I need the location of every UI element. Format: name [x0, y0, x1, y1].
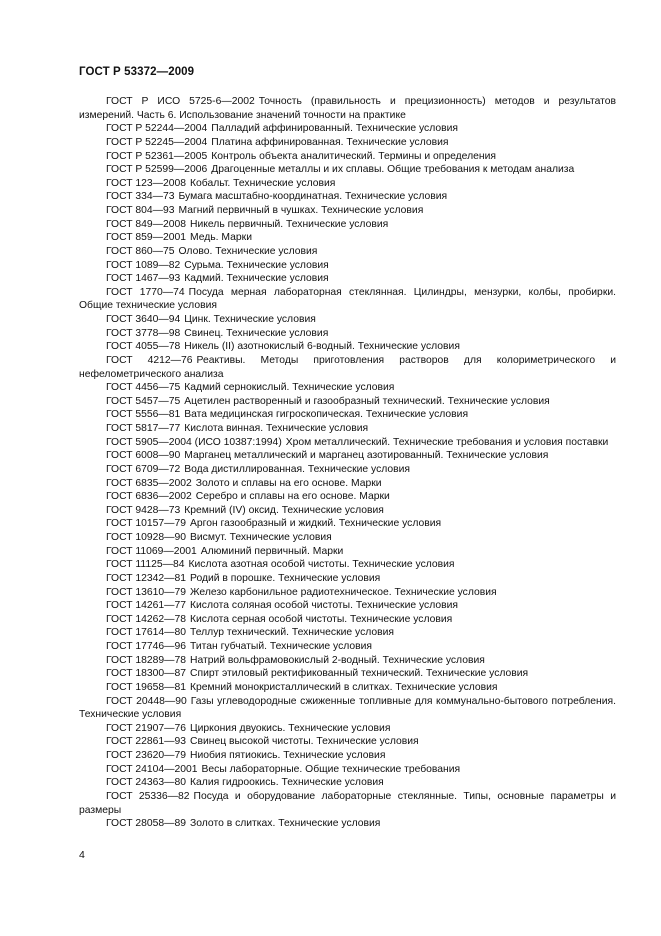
- reference-title: Медь. Марки: [190, 232, 252, 244]
- reference-code: ГОСТ 1089—82: [106, 259, 181, 271]
- reference-title: Хром металлический. Технические требования и условия поставки: [285, 436, 609, 448]
- reference-code: ГОСТ 6836—2002: [106, 491, 192, 503]
- reference-item: [79, 654, 616, 668]
- reference-code: ГОСТ 22861—93: [106, 736, 186, 748]
- reference-code: ГОСТ 4055—78: [106, 341, 181, 353]
- reference-code: ГОСТ 804—93: [106, 205, 175, 216]
- reference-code: ГОСТ 3778—98: [106, 327, 181, 339]
- reference-code: ГОСТ 13610—79: [106, 586, 186, 598]
- reference-code: ГОСТ 10928—90: [106, 532, 186, 543]
- reference-code: ГОСТ 14262—78: [106, 613, 186, 625]
- reference-title: Посуда мерная лабораторная стеклянная. Цилиндры, мензурки, колбы, пробирки. Общие технические условия: [79, 286, 616, 312]
- reference-title: Кислота азотная особой чистоты. Технические условия: [188, 559, 455, 571]
- reference-item: [79, 340, 616, 354]
- reference-code: ГОСТ 20448—90: [106, 695, 187, 707]
- reference-item: [79, 763, 616, 777]
- reference-code: ГОСТ 860—75: [106, 245, 175, 257]
- reference-code: ГОСТ 10157—79: [106, 518, 186, 530]
- reference-code: ГОСТ 14261—77: [106, 600, 186, 612]
- reference-code: ГОСТ 11069—2001: [106, 545, 197, 557]
- reference-title: Свинец. Технические условия: [184, 327, 329, 339]
- reference-code: ГОСТ 19658—81: [106, 681, 186, 693]
- reference-title: Вода дистиллированная. Технические условия: [184, 463, 411, 475]
- page-number: 4: [79, 849, 85, 861]
- reference-code: ГОСТ 849—2008: [106, 218, 186, 230]
- reference-item: [79, 449, 616, 463]
- reference-title: Марганец металлический и марганец азотированный. Технические условия: [184, 450, 549, 462]
- reference-item: [79, 231, 616, 245]
- reference-item: [79, 259, 616, 273]
- document-number-header: ГОСТ Р 53372—2009: [79, 66, 195, 78]
- reference-code: ГОСТ 859—2001: [106, 232, 186, 244]
- reference-item: [79, 204, 616, 218]
- reference-code: ГОСТ 23620—79: [106, 750, 186, 761]
- reference-item: [79, 695, 616, 722]
- reference-code: ГОСТ Р 52599—2006: [106, 164, 208, 176]
- reference-item: [79, 749, 616, 763]
- reference-item: [79, 327, 616, 341]
- reference-code: ГОСТ 24363—80: [106, 777, 186, 789]
- reference-code: ГОСТ 5556—81: [106, 409, 181, 421]
- reference-title: Платина аффинированная. Технические условия: [211, 136, 449, 148]
- reference-item: [79, 722, 616, 736]
- reference-item: [79, 790, 616, 817]
- reference-title: Серебро и сплавы на его основе. Марки: [195, 491, 390, 503]
- reference-title: Аргон газообразный и жидкий. Технические условия: [190, 518, 442, 530]
- reference-title: Драгоценные металлы и их сплавы. Общие требования к методам анализа: [211, 164, 575, 176]
- reference-item: [79, 490, 616, 504]
- reference-title: Палладий аффинированный. Технические условия: [211, 123, 458, 135]
- reference-title: Спирт этиловый ректификованный технический. Технические условия: [190, 668, 529, 680]
- reference-code: ГОСТ 334—73: [106, 191, 175, 203]
- reference-title: Бумага масштабно-координатная. Технические условия: [178, 191, 448, 203]
- reference-title: Весы лабораторные. Общие технические требования: [201, 763, 461, 775]
- reference-code: ГОСТ 25336—82: [106, 790, 190, 802]
- reference-code: ГОСТ 11125—84: [106, 559, 185, 571]
- reference-code: ГОСТ Р 52244—2004: [106, 123, 208, 135]
- reference-item: [79, 817, 616, 831]
- reference-title: Кремний (IV) оксид. Технические условия: [184, 504, 384, 516]
- reference-title: Кобальт. Технические условия: [190, 177, 336, 189]
- reference-item: [79, 122, 616, 136]
- reference-code: ГОСТ 6835—2002: [106, 477, 192, 489]
- reference-code: ГОСТ 6008—90: [106, 450, 181, 462]
- reference-item: [79, 477, 616, 491]
- reference-title: Золото в слитках. Технические условия: [190, 818, 381, 830]
- reference-title: Кадмий сернокислый. Технические условия: [184, 382, 395, 394]
- reference-item: [79, 572, 616, 586]
- reference-title: Теллур технический. Технические условия: [190, 627, 395, 639]
- reference-code: ГОСТ 5905—2004 (ИСО 10387:1994): [106, 436, 282, 448]
- reference-title: Кислота винная. Технические условия: [184, 423, 369, 434]
- reference-item: [79, 313, 616, 327]
- reference-item: [79, 286, 616, 313]
- reference-item: [79, 531, 616, 545]
- reference-title: Кислота серная особой чистоты. Технические условия: [190, 613, 453, 625]
- reference-item: [79, 504, 616, 518]
- reference-item: [79, 272, 616, 286]
- reference-code: ГОСТ 4212—76: [106, 354, 193, 366]
- normative-references-list: [79, 95, 616, 831]
- reference-title: Реактивы. Методы приготовления растворов для колориметрического и нефелометрического анализа: [79, 354, 616, 380]
- reference-title: Кислота соляная особой чистоты. Технические условия: [190, 600, 458, 612]
- reference-item: [79, 245, 616, 259]
- reference-title: Золото и сплавы на его основе. Марки: [195, 477, 382, 489]
- reference-item: [79, 613, 616, 627]
- reference-title: Циркония двуокись. Технические условия: [190, 722, 391, 734]
- reference-title: Титан губчатый. Технические условия: [190, 641, 373, 652]
- reference-title: Сурьма. Технические условия: [184, 259, 329, 271]
- reference-item: [79, 640, 616, 654]
- reference-title: Цинк. Технические условия: [184, 314, 316, 325]
- reference-item: [79, 681, 616, 695]
- reference-code: ГОСТ Р 52361—2005: [106, 150, 208, 162]
- reference-item: [79, 218, 616, 232]
- reference-code: ГОСТ 21907—76: [106, 722, 186, 734]
- reference-code: ГОСТ 123—2008: [106, 177, 186, 189]
- reference-code: ГОСТ 17614—80: [106, 627, 186, 639]
- reference-code: ГОСТ 3640—94: [106, 314, 181, 325]
- reference-code: ГОСТ 12342—81: [106, 572, 186, 584]
- reference-title: Магний первичный в чушках. Технические условия: [178, 205, 424, 216]
- reference-title: Кремний монокристаллический в слитках. Технические условия: [190, 681, 498, 693]
- reference-code: ГОСТ 28058—89: [106, 818, 186, 830]
- reference-title: Контроль объекта аналитический. Термины и определения: [211, 150, 496, 162]
- reference-item: [79, 395, 616, 409]
- reference-item: [79, 558, 616, 572]
- reference-item: [79, 667, 616, 681]
- reference-code: ГОСТ 9428—73: [106, 504, 181, 516]
- reference-item: [79, 422, 616, 436]
- reference-item: [79, 95, 616, 122]
- reference-item: [79, 190, 616, 204]
- reference-title: Свинец высокой чистоты. Технические условия: [190, 736, 419, 748]
- reference-title: Ниобия пятиокись. Технические условия: [190, 750, 386, 761]
- reference-title: Алюминий первичный. Марки: [200, 545, 344, 557]
- reference-item: [79, 436, 616, 450]
- reference-item: [79, 599, 616, 613]
- reference-title: Газы углеводородные сжиженные топливные для коммунально-бытового потребления. Технические условия: [79, 695, 616, 721]
- reference-code: ГОСТ 18300—87: [106, 668, 186, 680]
- reference-code: ГОСТ 6709—72: [106, 463, 181, 475]
- reference-code: ГОСТ 4456—75: [106, 382, 181, 394]
- reference-code: ГОСТ 5457—75: [106, 395, 181, 407]
- reference-code: ГОСТ 24104—2001: [106, 763, 198, 775]
- reference-code: ГОСТ 5817—77: [106, 423, 181, 434]
- reference-item: [79, 735, 616, 749]
- reference-item: [79, 463, 616, 477]
- reference-title: Железо карбонильное радиотехническое. Технические условия: [190, 586, 497, 598]
- reference-item: [79, 586, 616, 600]
- reference-title: Никель (II) азотнокислый 6-водный. Технические условия: [184, 341, 460, 353]
- reference-title: Калия гидроокись. Технические условия: [190, 777, 384, 789]
- reference-title: Кадмий. Технические условия: [184, 273, 329, 285]
- reference-item: [79, 776, 616, 790]
- reference-title: Олово. Технические условия: [178, 245, 318, 257]
- reference-code: ГОСТ Р ИСО 5725-6—2002: [106, 96, 255, 107]
- reference-item: [79, 408, 616, 422]
- reference-item: [79, 177, 616, 191]
- reference-title: Натрий вольфрамовокислый 2-водный. Технические условия: [190, 654, 485, 666]
- reference-title: Вата медицинская гигроскопическая. Технические условия: [184, 409, 469, 421]
- reference-item: [79, 517, 616, 531]
- reference-item: [79, 381, 616, 395]
- reference-item: [79, 545, 616, 559]
- reference-code: ГОСТ 1467—93: [106, 273, 181, 285]
- reference-item: [79, 354, 616, 381]
- reference-item: [79, 136, 616, 150]
- reference-title: Висмут. Технические условия: [190, 532, 332, 543]
- reference-code: ГОСТ 1770—74: [106, 286, 185, 298]
- reference-title: Родий в порошке. Технические условия: [190, 572, 381, 584]
- reference-title: Никель первичный. Технические условия: [190, 218, 389, 230]
- reference-title: Ацетилен растворенный и газообразный технический. Технические условия: [184, 395, 550, 407]
- reference-code: ГОСТ Р 52245—2004: [106, 136, 208, 148]
- reference-title: Посуда и оборудование лабораторные стеклянные. Типы, основные параметры и размеры: [79, 790, 616, 816]
- reference-item: [79, 626, 616, 640]
- reference-code: ГОСТ 18289—78: [106, 654, 186, 666]
- reference-title: Точность (правильность и прецизионность) методов и результатов измерений. Часть 6. Использование значений точности на практике: [79, 96, 616, 121]
- reference-code: ГОСТ 17746—96: [106, 641, 186, 652]
- reference-item: [79, 163, 616, 177]
- reference-item: [79, 150, 616, 164]
